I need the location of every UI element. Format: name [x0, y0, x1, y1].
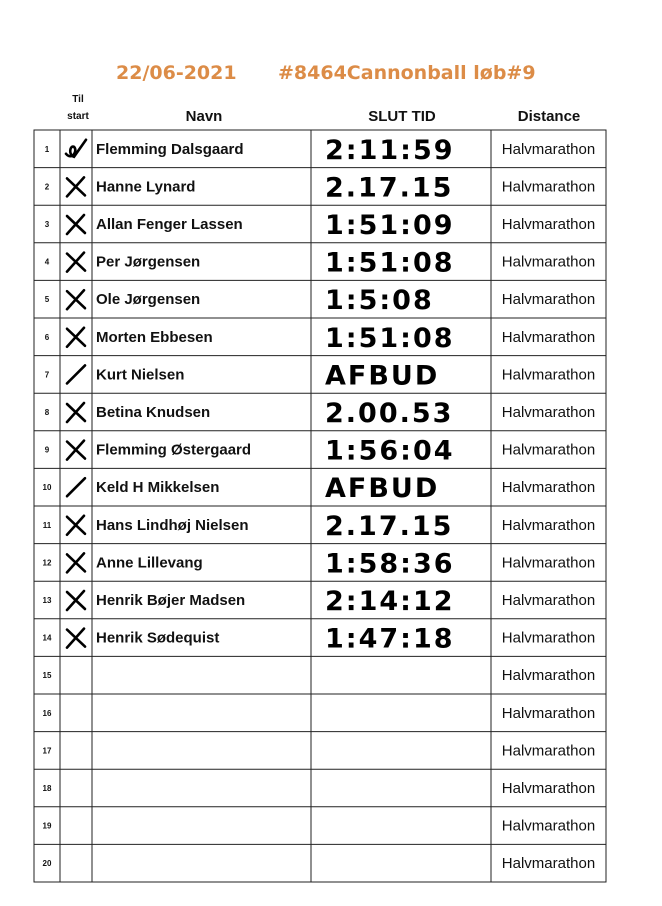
distance: Halvmarathon	[501, 140, 596, 158]
distance: Halvmarathon	[501, 592, 596, 609]
start-slash-mark	[67, 365, 85, 383]
row-number: 13	[42, 596, 52, 605]
distance: Halvmarathon	[501, 178, 596, 196]
distance: Halvmarathon	[501, 366, 596, 384]
start-cross-mark	[67, 591, 85, 610]
distance: Halvmarathon	[501, 516, 596, 534]
row-number: 14	[42, 633, 52, 643]
table-row	[45, 398, 595, 429]
table-row	[43, 780, 596, 797]
finish-time: 1:56:04	[325, 435, 455, 467]
row-number: 6	[44, 332, 50, 342]
row-number: 11	[42, 520, 52, 530]
table-row	[43, 818, 596, 835]
row-number: 7	[44, 370, 50, 380]
event-date: 22/06-2021	[116, 62, 237, 84]
distance: Halvmarathon	[501, 629, 596, 647]
distance: Halvmarathon	[501, 441, 596, 459]
distance: Halvmarathon	[501, 479, 596, 497]
table-row	[43, 667, 596, 684]
start-cross-mark	[67, 253, 85, 272]
participant-name: Keld H Mikkelsen	[96, 479, 220, 497]
table-row	[45, 210, 595, 241]
finish-time: 1:51:08	[325, 247, 455, 279]
finish-time: 2.00.53	[325, 398, 454, 429]
start-cross-mark	[67, 403, 85, 422]
row-number: 4	[44, 257, 50, 267]
table-row	[43, 624, 596, 655]
finish-time: 1:5:08	[325, 285, 434, 317]
row-number: 17	[42, 746, 52, 756]
row-number: 2	[44, 182, 50, 192]
col-start-label-2: start	[67, 111, 89, 122]
col-time-header: SLUT TID	[368, 108, 436, 125]
distance: Halvmarathon	[501, 855, 596, 873]
distance: Halvmarathon	[501, 328, 596, 346]
row-number: 20	[42, 859, 52, 869]
participant-name: Henrik Bøjer Madsen	[96, 592, 246, 609]
finish-time: 2:14:12	[325, 586, 455, 617]
results-table	[43, 135, 596, 872]
results-table-grid	[34, 130, 606, 882]
participant-name: Betina Knudsen	[96, 404, 211, 421]
table-row	[45, 323, 595, 354]
start-cross-mark	[67, 328, 85, 347]
row-number: 8	[44, 408, 50, 417]
row-number: 1	[44, 144, 50, 154]
distance: Halvmarathon	[501, 253, 596, 271]
participant-name: Ole Jørgensen	[96, 291, 201, 309]
participant-name: Kurt Nielsen	[96, 366, 185, 384]
start-cross-mark	[67, 441, 85, 460]
row-number: 12	[42, 558, 52, 568]
table-row	[43, 705, 596, 722]
row-number: 16	[42, 708, 52, 718]
start-cross-mark	[67, 290, 85, 309]
start-cross-mark	[67, 516, 85, 535]
start-cross-mark	[67, 177, 85, 196]
distance: Halvmarathon	[501, 742, 596, 760]
distance: Halvmarathon	[501, 667, 596, 685]
finish-time: 2:11:59	[325, 134, 455, 166]
row-number: 15	[42, 671, 52, 681]
distance: Halvmarathon	[501, 404, 596, 421]
start-slash-mark	[67, 478, 85, 496]
participant-name: Flemming Dalsgaard	[96, 140, 244, 158]
table-row	[43, 855, 596, 872]
participant-name: Allan Fenger Lassen	[96, 216, 243, 233]
row-number: 18	[42, 784, 52, 793]
finish-time: AFBUD	[325, 360, 440, 392]
start-cross-mark	[67, 553, 85, 572]
row-number: 5	[44, 295, 50, 305]
distance: Halvmarathon	[501, 704, 596, 722]
row-number: 10	[42, 483, 52, 493]
participant-name: Per Jørgensen	[96, 253, 201, 271]
col-name-header: Navn	[185, 108, 223, 125]
participant-name: Morten Ebbesen	[96, 328, 213, 346]
event-title: #8464Cannonball løb#9	[278, 62, 536, 84]
table-row	[45, 248, 595, 279]
participant-name: Henrik Sødequist	[96, 629, 220, 647]
table-row	[43, 742, 596, 759]
table-row	[45, 135, 595, 166]
finish-time: AFBUD	[325, 473, 440, 505]
table-row	[43, 548, 596, 579]
col-distance-header: Distance	[517, 108, 581, 125]
participant-name: Flemming Østergaard	[96, 441, 252, 459]
start-check-mark	[66, 140, 86, 157]
distance: Halvmarathon	[501, 216, 596, 233]
table-row	[45, 360, 595, 391]
participant-name: Hans Lindhøj Nielsen	[96, 516, 249, 534]
start-cross-mark	[67, 629, 85, 648]
participant-name: Hanne Lynard	[96, 178, 196, 196]
row-number: 9	[44, 445, 50, 455]
finish-time: 1:51:09	[325, 210, 455, 241]
start-cross-mark	[67, 215, 85, 234]
finish-time: 1:58:36	[325, 548, 455, 580]
participant-name: Anne Lillevang	[96, 554, 203, 572]
distance: Halvmarathon	[501, 291, 596, 309]
finish-time: 2.17.15	[325, 172, 454, 204]
distance: Halvmarathon	[501, 780, 596, 797]
row-number: 3	[44, 220, 50, 229]
finish-time: 1:51:08	[325, 322, 455, 354]
table-row	[45, 436, 595, 467]
distance: Halvmarathon	[501, 817, 596, 835]
finish-time: 2.17.15	[325, 510, 454, 542]
row-number: 19	[42, 821, 52, 831]
finish-time: 1:47:18	[325, 623, 455, 655]
table-row	[45, 172, 595, 203]
table-row	[43, 473, 596, 504]
table-row	[45, 285, 595, 316]
table-row	[43, 511, 595, 542]
col-start-label-1: Til	[72, 94, 84, 105]
distance: Halvmarathon	[501, 554, 596, 572]
table-row	[43, 586, 596, 617]
